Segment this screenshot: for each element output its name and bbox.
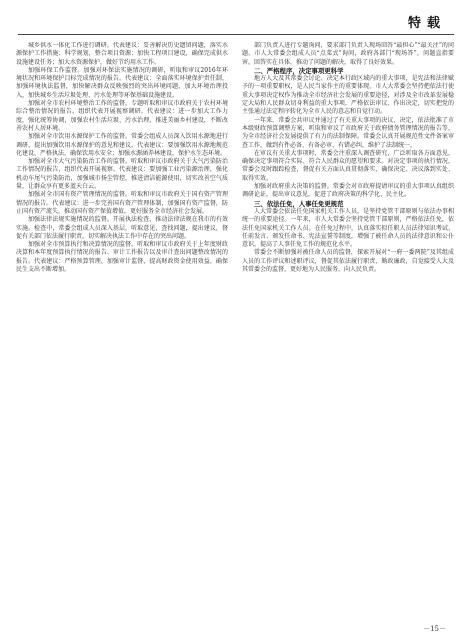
paragraph: 部门负责人进行专题询问，要求部门负责人现场回答“最担心”“最关注”的问题。市人大常委会组成人员“点菜式”询问，政府各部门“现场答”，问题直指要害，回答实在具体，推动了问题的解决，取得了良好效果。 [242, 42, 454, 66]
paragraph: 加强对全市国有资产管理情况的监督。听取和审议市政府关于国有资产管理情况的报告。代表建议：进一步完善国有资产管理体制，加强国有资产监督，防止国有资产流失，推动国有资产保值增值，更好服务全市经济社会发展。 [16, 191, 228, 215]
page-number: －15－ [423, 625, 446, 633]
paragraph: 地方人大及其常委会讨论、决定本行政区域内的重大事项，是宪法和法律赋予的一项重要职权，是人民当家作主的重要体现。市人大常委会坚持把依法行使重大事项决定权作为推动全市经济社会发展的重要途径，对涉及全市改革发展稳定大局和人民群众切身利益的重大事项，严格依法审议、作出决定，切实把党的主张通过法定程序转化为全市人民的意志和自觉行动。 [242, 75, 454, 116]
header-rule [18, 34, 454, 35]
right-column [242, 42, 454, 620]
paragraph: 加强环保工作监督。加强对环保法实施情况的调研，听取和审议2016年环境状况和环境保护目标完成情况的报告。代表建议：全面落实环境保护责任制，加强环境执法监督，加快解决群众反映强烈的突出环境问题，加大环境治理投入，加快城乡生活垃圾处理、污水处理等环保基础设施建设。 [16, 66, 228, 99]
paragraph: 人大常委会依法任免国家机关工作人员，是坚持党管干部原则与依法办事相统一的重要途径。一年来，市人大常委会坚持党管干部原则，严格依法任免，依法任免国家机关工作人员。在任免过程中，认真落实拟任职人员法律知识考试、任前发言、颁发任命书、宪法宣誓等制度，增强了被任命人员的法律意识和公仆意识，提高了人事任免工作的规范化水平。 [242, 207, 454, 249]
paragraph: 一年来，常委会共审议并通过了有关重大事项的决议、决定，依法批准了市本级财政预算调整方案，听取和审议了市政府关于政府债务管理情况的报告等，为全市经济社会发展提供了有力的法制保障。常委会认真开展规范性文件备案审查工作，做到有件必备、有备必审、有错必纠，维护了法制统一。 [242, 116, 454, 149]
paragraph: 常委会不断加强对被任命人员的监督，探索开展对“一府一委两院”及其组成人员的工作评议和述职评议，督促其依法履行职责、勤政廉政，自觉接受人大及其常委会的监督，更好地为人民服务，向人民负责。 [242, 249, 454, 274]
article-body [16, 42, 454, 620]
paragraph: 加强对政府重大决策的监督。常委会对市政府提请审议的重大事项认真组织调研论证，提出审议意见，促进了政府决策的科学化、民主化。 [242, 183, 454, 199]
paragraph: 加强对全市农村环境整治工作的监督。专题听取和审议市政府关于农村环境综合整治情况的报告，组织代表开展视察调研。代表建议：进一步加大工作力度，强化统筹协调，加强农村生活垃圾、污水治理，推进美丽乡村建设，不断改善农村人居环境。 [16, 100, 228, 132]
paragraph: 加强法律法规实施情况的监督。开展执法检查，推动法律法规在我市的有效实施。检查中，常委会组成人员深入基层，听取意见，查找问题，提出建议，督促有关部门依法履行职责，切实解决执法工作中存在的突出问题。 [16, 216, 228, 240]
section-heading: 三、依法任免，人事任免更规范 [254, 199, 344, 208]
section-heading: 二、严格程序，决定事项更科学 [254, 66, 344, 75]
section-label: 特载 [407, 16, 446, 31]
paragraph: 加强对全市预算执行和决算情况的监督。听取和审议市政府关于上年度财政决算和本年度预算执行情况的报告、审计工作报告以及审计查出问题整改情况的报告。代表建议：严格预算管理，加强审计监督，提高财政资金使用效益，确保民生支出不断增加。 [16, 241, 228, 274]
paragraph: 在审议有关重大事项时，常委会注重深入调查研究，广泛听取各方面意见，确保决定事项符合实际、符合人民群众的愿望和要求。对决定事项的执行情况，常委会及时跟踪检查，督促有关方面认真贯彻落实，确保决定、决议落到实处、取得实效。 [242, 149, 454, 182]
paragraph: 加强对全市大气污染防治工作的监督。听取和审议市政府关于大气污染防治工作情况的报告，组织代表开展视察。代表建议：要加强工业污染源治理，强化机动车尾气污染防治，加强城市扬尘管控，推进清洁能源使用，切实改善空气质量，让群众享有更多蓝天白云。 [16, 158, 228, 191]
paragraph: 加强对全市饮用水源保护工作的监督。常委会组成人员深入饮用水源地进行调研，提出加强饮用水源保护的意见和建议。代表建议：要加强饮用水源地规范化建设，严格执法，确保饮用水安全；加强水源涵养林建设，保护水生态环境。 [16, 133, 228, 157]
left-column [16, 42, 228, 620]
paragraph: 城乡供水一体化工作进行调研。代表建议：妥善解决历史遗留问题，落实水源保护工作措施；科学规划，整合项目资源；加快工程项目建设，确保完成供水设施建设任务；加大水资源保护，做好节约用水工作。 [16, 42, 228, 66]
